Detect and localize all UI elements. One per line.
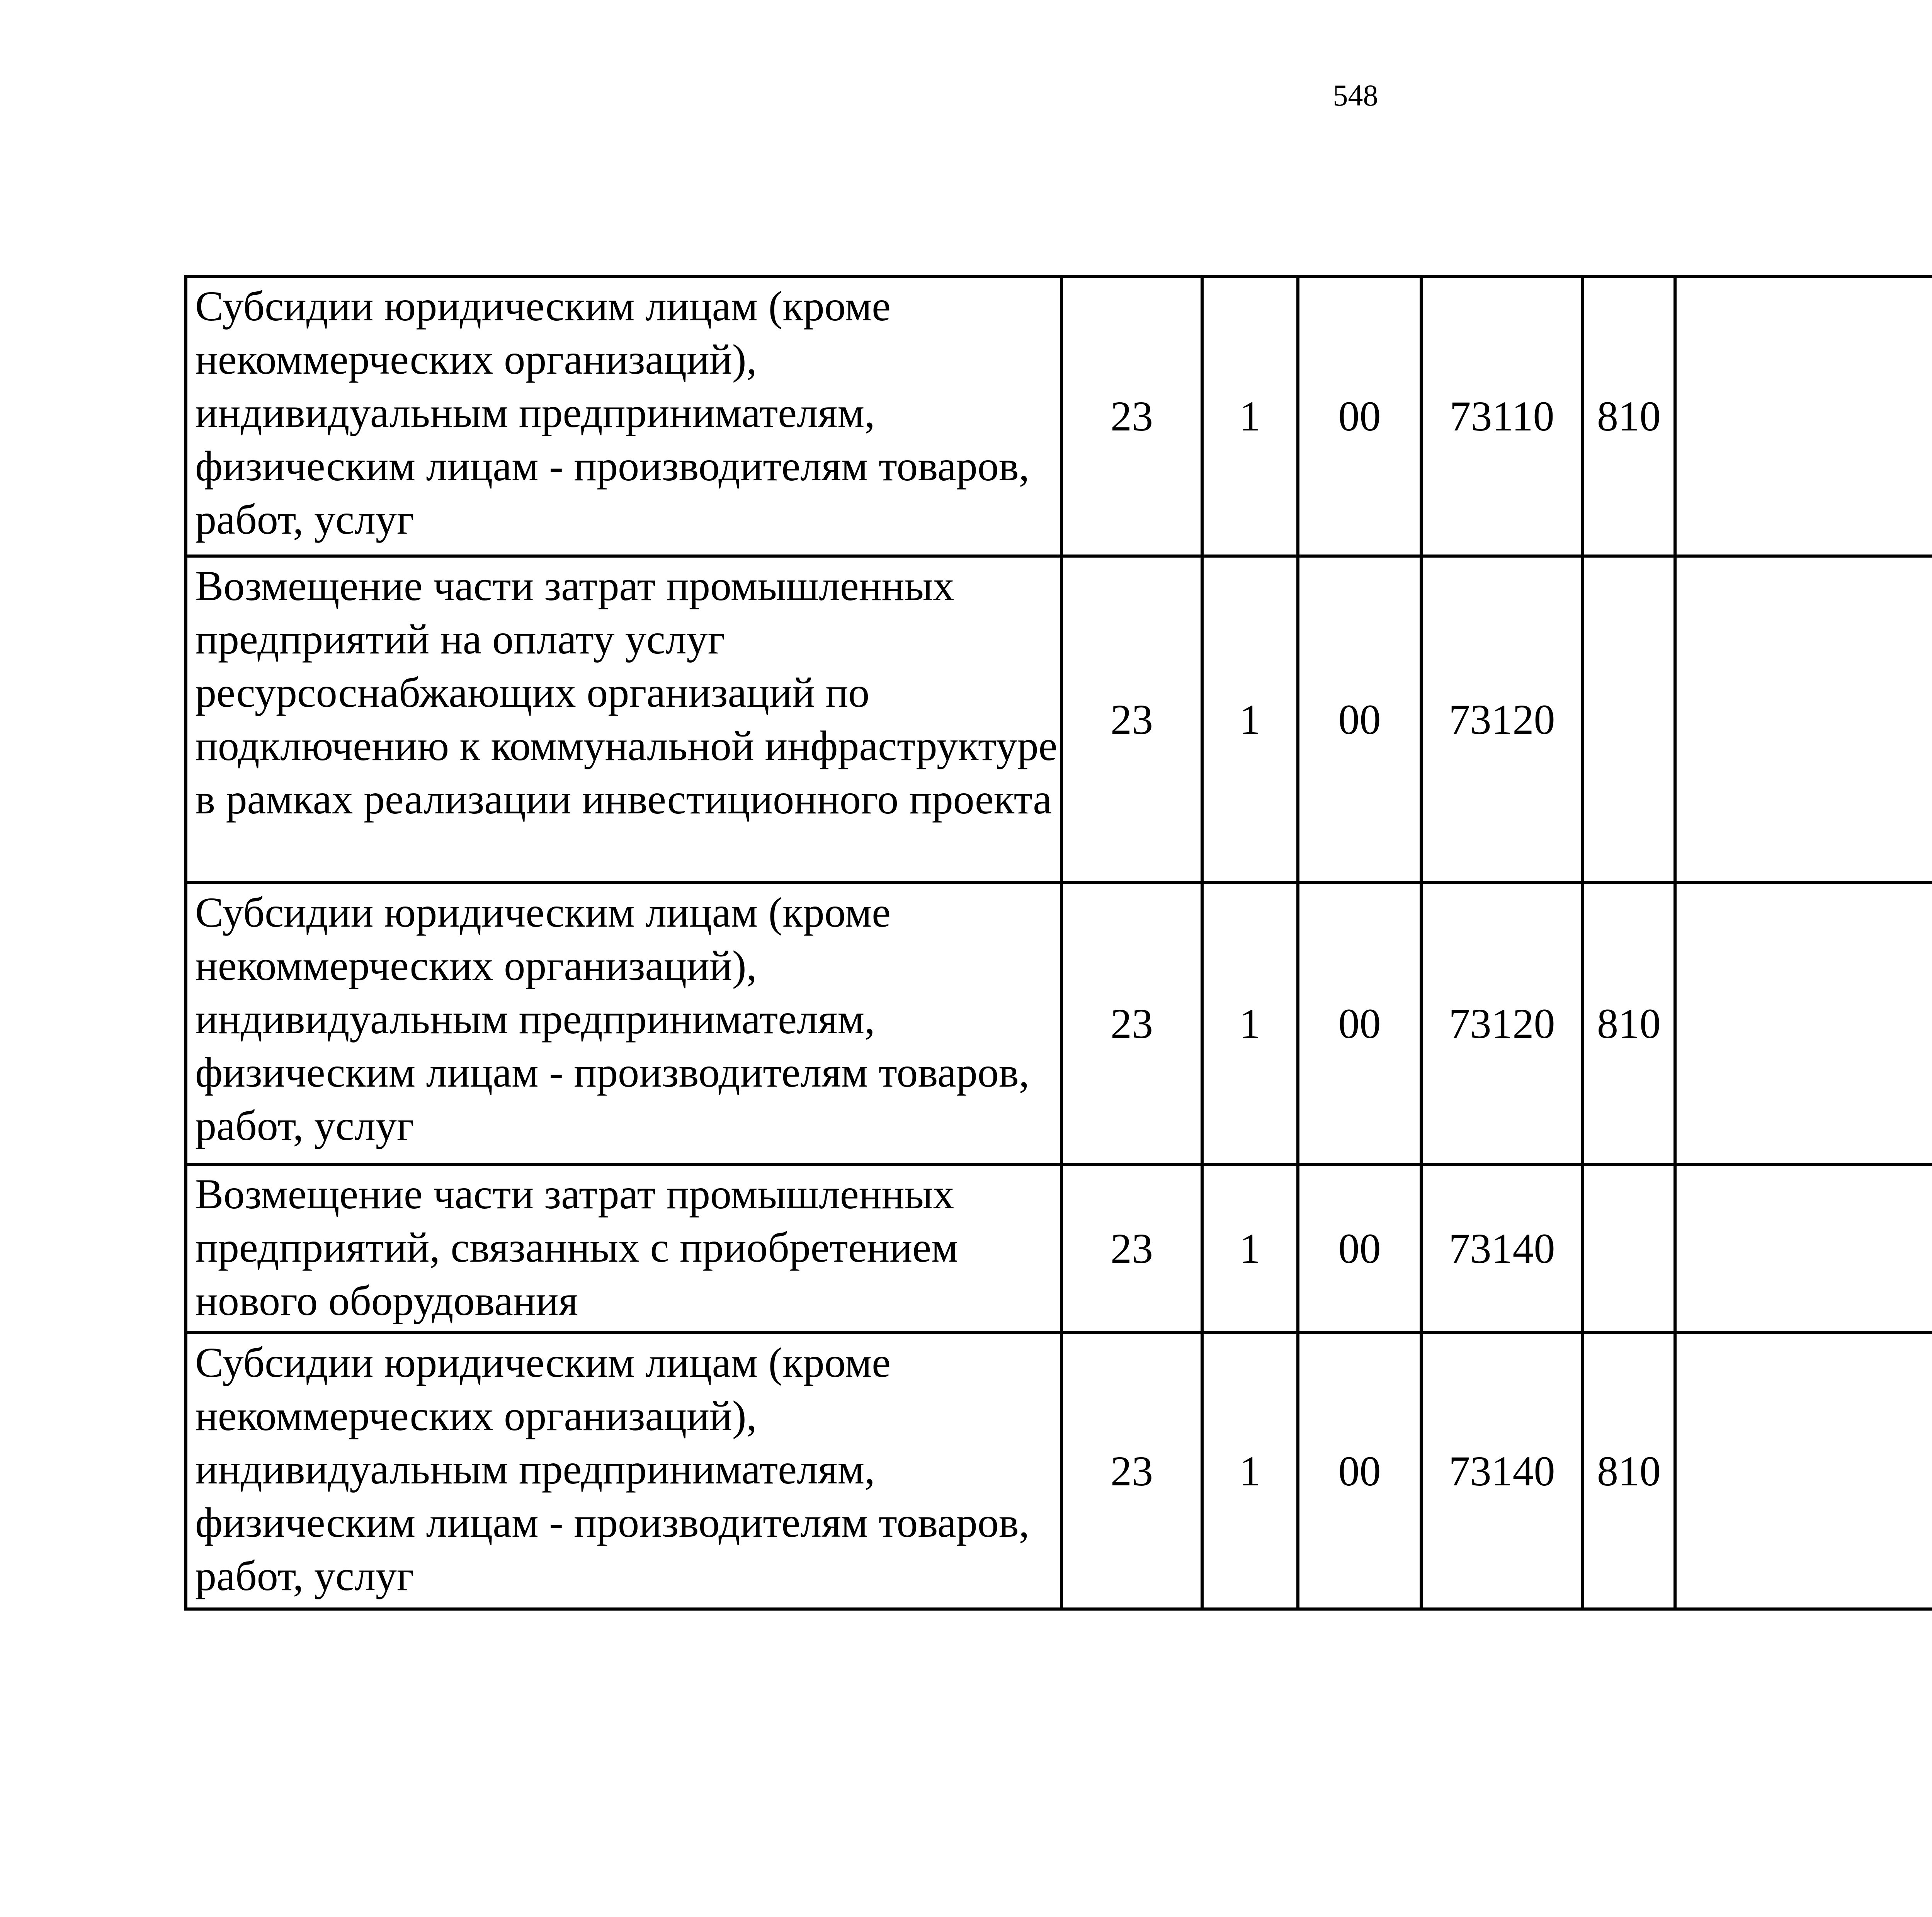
code-cell: 1 xyxy=(1202,1333,1298,1609)
code-cell: 23 xyxy=(1061,1333,1202,1609)
code-cell: 73140 xyxy=(1421,1164,1583,1333)
description-line: некоммерческих организаций), xyxy=(195,942,757,989)
code-cell: 1 xyxy=(1202,883,1298,1164)
description-line: индивидуальным предпринимателям, xyxy=(195,389,875,436)
code-cell: 73120 xyxy=(1421,556,1583,883)
code-cell: 00 xyxy=(1298,1333,1421,1609)
description-line: работ, услуг xyxy=(195,1102,414,1149)
table-row xyxy=(186,556,1932,883)
code-cell: 73140 xyxy=(1421,1333,1583,1609)
description-line: индивидуальным предпринимателям, xyxy=(195,1446,875,1493)
description-line: Субсидии юридическим лицам (кроме xyxy=(195,282,891,330)
table-row xyxy=(186,1333,1932,1609)
code-cell: 1 xyxy=(1202,556,1298,883)
description-line: некоммерческих организаций), xyxy=(195,1392,757,1439)
code-cell xyxy=(1583,1164,1675,1333)
empty-cell xyxy=(1675,1164,1932,1333)
code-cell: 00 xyxy=(1298,1164,1421,1333)
empty-cell xyxy=(1675,556,1932,883)
table-row xyxy=(186,883,1932,1164)
description-line: предприятий, связанных с приобретением xyxy=(195,1224,958,1271)
description-line: Возмещение части затрат промышленных xyxy=(195,1170,954,1218)
description-line: в рамках реализации инвестиционного проекта xyxy=(195,776,1052,823)
code-cell: 810 xyxy=(1583,1333,1675,1609)
page-number: 548 xyxy=(1333,78,1378,112)
description-line: ресурсоснабжающих организаций по xyxy=(195,669,870,716)
table-row xyxy=(186,1164,1932,1333)
code-cell: 73110 xyxy=(1421,276,1583,556)
code-cell: 23 xyxy=(1061,276,1202,556)
description-line: подключению к коммунальной инфраструктуре xyxy=(195,722,1058,769)
description-line: нового оборудования xyxy=(195,1277,578,1324)
description-line: физическим лицам - производителям товаров, xyxy=(195,442,1030,490)
description-line: Субсидии юридическим лицам (кроме xyxy=(195,889,891,936)
code-cell: 23 xyxy=(1061,883,1202,1164)
description-line: работ, услуг xyxy=(195,496,414,543)
code-cell: 810 xyxy=(1583,883,1675,1164)
code-cell: 73120 xyxy=(1421,883,1583,1164)
code-cell: 1 xyxy=(1202,1164,1298,1333)
description-cell xyxy=(186,1164,1061,1333)
code-cell xyxy=(1583,556,1675,883)
description-line: физическим лицам - производителям товаров, xyxy=(195,1499,1030,1546)
description-line: работ, услуг xyxy=(195,1552,414,1599)
code-cell: 23 xyxy=(1061,556,1202,883)
description-line: некоммерческих организаций), xyxy=(195,336,757,383)
code-cell: 00 xyxy=(1298,883,1421,1164)
description-line: Возмещение части затрат промышленных xyxy=(195,562,954,609)
code-cell: 00 xyxy=(1298,276,1421,556)
description-cell xyxy=(186,276,1061,556)
description-cell xyxy=(186,883,1061,1164)
code-cell: 810 xyxy=(1583,276,1675,556)
code-cell: 23 xyxy=(1061,1164,1202,1333)
data-table xyxy=(184,275,1932,1611)
description-line: индивидуальным предпринимателям, xyxy=(195,995,875,1043)
empty-cell xyxy=(1675,276,1932,556)
description-cell xyxy=(186,556,1061,883)
empty-cell xyxy=(1675,1333,1932,1609)
table-row xyxy=(186,276,1932,556)
description-cell xyxy=(186,1333,1061,1609)
description-line: Субсидии юридическим лицам (кроме xyxy=(195,1339,891,1386)
empty-cell xyxy=(1675,883,1932,1164)
code-cell: 1 xyxy=(1202,276,1298,556)
code-cell: 00 xyxy=(1298,556,1421,883)
description-line: предприятий на оплату услуг xyxy=(195,616,725,663)
description-line: физическим лицам - производителям товаров, xyxy=(195,1049,1030,1096)
